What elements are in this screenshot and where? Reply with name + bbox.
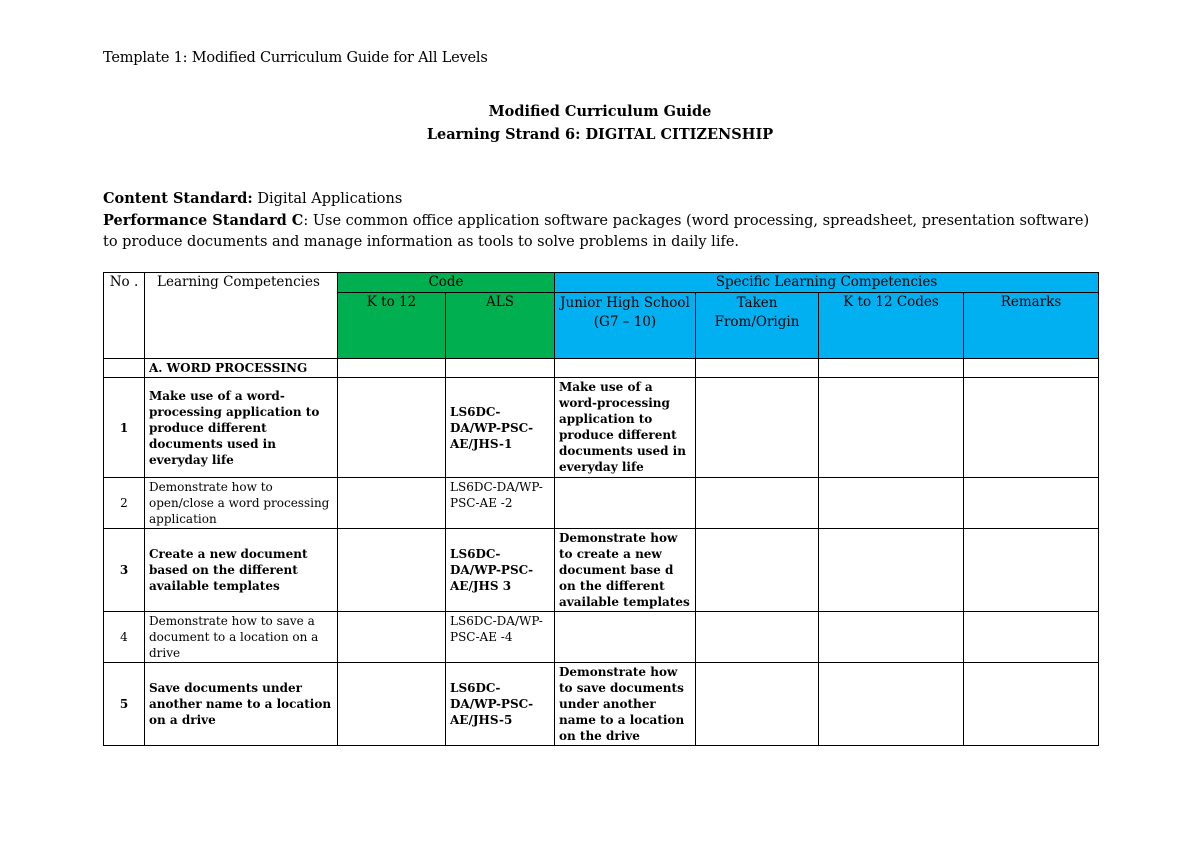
content-standard-label: Content Standard:	[103, 190, 253, 207]
performance-standard-value: : Use common office application software packages (word processing, spreadsheet, presentation software) to produce documents and manage information as tools to solve problems in daily life.	[103, 213, 1090, 250]
header-k-to-12: K to 12	[338, 293, 446, 359]
row-k12	[338, 478, 446, 529]
row-jhs	[555, 478, 696, 529]
row-competency: Make use of a word-processing application to produce different documents used in everyday life	[145, 378, 338, 478]
row-k12	[338, 529, 446, 612]
section-row	[104, 359, 1099, 378]
row-number: 3	[104, 529, 145, 612]
table-row	[104, 378, 1099, 478]
table-row	[104, 612, 1099, 663]
standards-block	[103, 188, 1103, 253]
header-k12-codes: K to 12 Codes	[819, 293, 964, 359]
header-specific-competencies: Specific Learning Competencies	[555, 273, 1099, 293]
section-word-processing: A. WORD PROCESSING	[145, 359, 338, 378]
document-title: Modified Curriculum Guide	[488, 103, 712, 120]
header-als: ALS	[446, 293, 555, 359]
row-k12	[338, 663, 446, 746]
row-number: 4	[104, 612, 145, 663]
header-remarks: Remarks	[964, 293, 1099, 359]
row-k12	[338, 378, 446, 478]
row-jhs: Demonstrate how to create a new document base d on the different available templates	[555, 529, 696, 612]
row-jhs: Demonstrate how to save documents under another name to a location on the drive	[555, 663, 696, 746]
table-row	[104, 529, 1099, 612]
performance-standard	[103, 210, 1103, 253]
document-subtitle: Learning Strand 6: DIGITAL CITIZENSHIP	[426, 126, 774, 143]
header-row-1	[104, 273, 1099, 293]
row-competency: Demonstrate how to open/close a word processing application	[145, 478, 338, 529]
header-taken-from: Taken From/Origin	[696, 293, 819, 359]
row-als-code: LS6DC-DA/WP-PSC-AE/JHS 3	[446, 529, 555, 612]
table-row	[104, 663, 1099, 746]
row-jhs	[555, 612, 696, 663]
row-als-code: LS6DC-DA/WP-PSC-AE/JHS-5	[446, 663, 555, 746]
header-no: No .	[104, 273, 145, 359]
header-learning-competencies: Learning Competencies	[145, 273, 338, 359]
performance-standard-label: Performance Standard C	[103, 212, 304, 229]
row-als-code: LS6DC-DA/WP-PSC-AE -4	[446, 612, 555, 663]
row-number: 1	[104, 378, 145, 478]
row-k12	[338, 612, 446, 663]
row-number: 5	[104, 663, 145, 746]
table-row	[104, 478, 1099, 529]
row-competency: Save documents under another name to a location on a drive	[145, 663, 338, 746]
row-als-code: LS6DC-DA/WP-PSC-AE/JHS-1	[446, 378, 555, 478]
content-standard	[103, 188, 1103, 210]
row-jhs: Make use of a word-processing application to produce different documents used in everyday life	[555, 378, 696, 478]
row-als-code: LS6DC-DA/WP-PSC-AE -2	[446, 478, 555, 529]
header-jhs: Junior High School (G7 – 10)	[555, 293, 696, 359]
row-competency: Demonstrate how to save a document to a location on a drive	[145, 612, 338, 663]
content-standard-value: Digital Applications	[252, 191, 403, 207]
row-competency: Create a new document based on the different available templates	[145, 529, 338, 612]
header-code: Code	[338, 273, 555, 293]
row-number: 2	[104, 478, 145, 529]
template-line: Template 1: Modified Curriculum Guide for All Levels	[103, 50, 488, 66]
curriculum-table	[103, 272, 1099, 746]
